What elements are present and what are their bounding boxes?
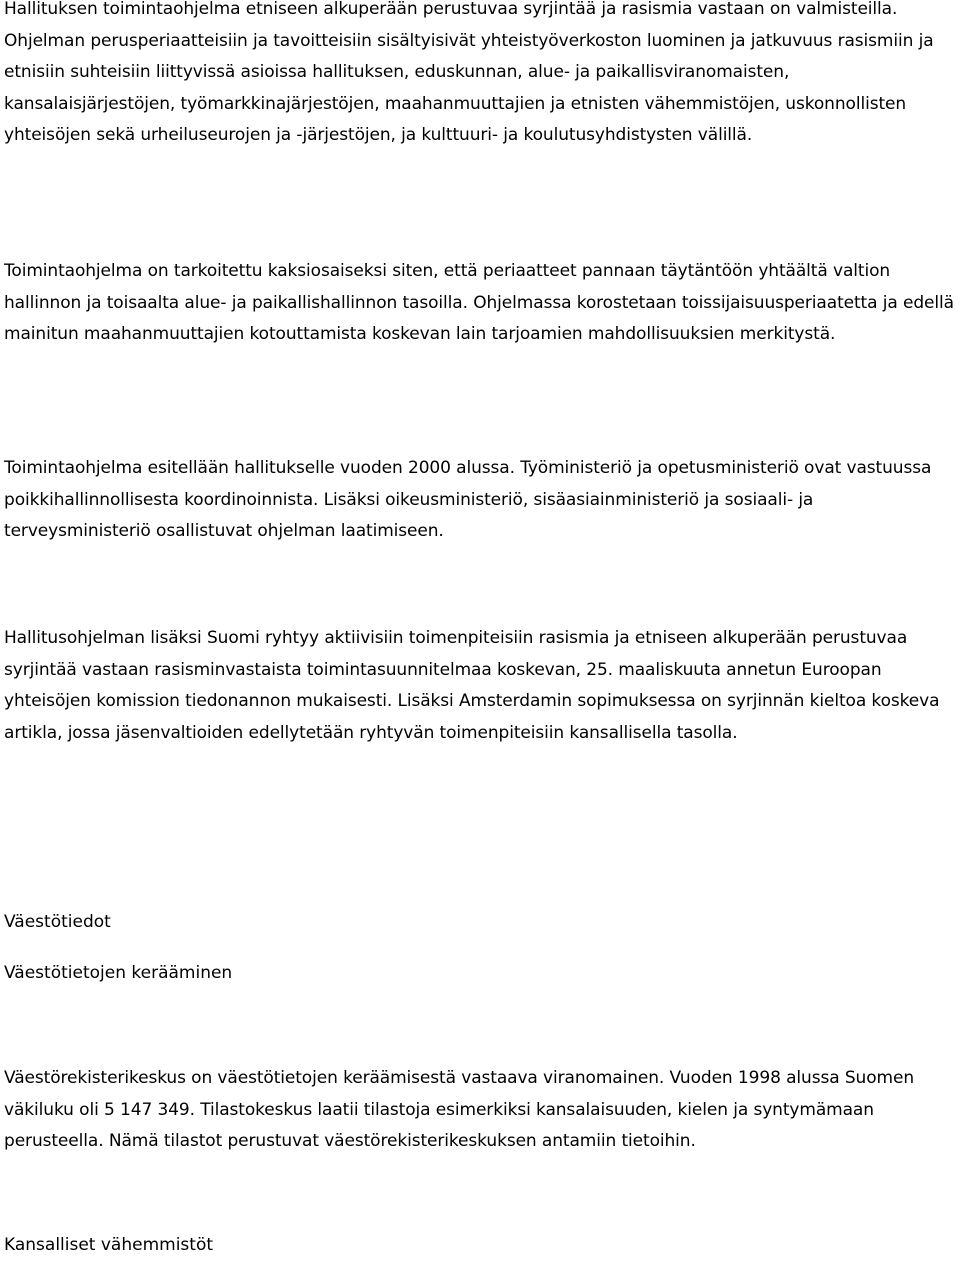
paragraph-programme-presentation: Toimintaohjelma esitellään hallitukselle vuoden 2000 alussa. Työministeriö ja opetusministeriö ovat vastuussa poikkihallinnollisesta koordinoinnista. Lisäksi oikeusministeriö, sisäasiainministeriö ja sosiaali- ja terveysministeriö osallistuvat ohjelman laatimiseen. bbox=[4, 458, 932, 541]
heading-population-data: Väestötiedot bbox=[4, 912, 111, 932]
heading-national-minorities: Kansalliset vähemmistöt bbox=[4, 1235, 214, 1255]
heading-population-data-collection: Väestötietojen kerääminen bbox=[4, 963, 233, 983]
paragraph-action-programme: Hallituksen toimintaohjelma etniseen alkuperään perustuvaa syrjintää ja rasismia vastaan on valmisteilla. Ohjelman perusperiaatteisiin ja tavoitteisiin sisältyisivät yhteistyöverkoston luominen ja jatkuvuus rasismiin ja etnisiin suhteisiin liittyvissä asioissa hallituksen, eduskunnan, alue- ja paikallisviranomaisten, kansalaisjärjestöjen, työmarkkinajärjestöjen, maahanmuuttajien ja etnisten vähemmistöjen, uskonnollisten yhteisöjen sekä urheiluseurojen ja -järjestöjen, ja kulttuuri- ja koulutusyhdistysten välillä. bbox=[4, 0, 934, 145]
paragraph-additional-measures: Hallitusohjelman lisäksi Suomi ryhtyy aktiivisiin toimenpiteisiin rasismia ja etniseen alkuperään perustuvaa syrjintää vastaan rasisminvastaista toimintasuunnitelmaa koskevan, 25. maaliskuuta annetun Euroopan yhteisöjen komission tiedonannon mukaisesti. Lisäksi Amsterdamin sopimuksessa on syrjinnän kieltoa koskeva artikla, jossa jäsenvaltioiden edellytetään ryhtyvän toimenpiteisiin kansallisella tasolla. bbox=[4, 628, 940, 743]
paragraph-population-register: Väestörekisterikeskus on väestötietojen keräämisestä vastaava viranomainen. Vuoden 1998 alussa Suomen väkiluku oli 5 147 349. Tilastokeskus laatii tilastoja esimerkiksi kansalaisuuden, kielen ja syntymämaan perusteella. Nämä tilastot perustuvat väestörekisterikeskuksen antamiin tietoihin. bbox=[4, 1068, 914, 1151]
paragraph-programme-structure: Toimintaohjelma on tarkoitettu kaksiosaiseksi siten, että periaatteet pannaan täytäntöön yhtäältä valtion hallinnon ja toisaalta alue- ja paikallishallinnon tasoilla. Ohjelmassa korostetaan toissijaisuusperiaatetta ja edellä mainitun maahanmuuttajien kotouttamista koskevan lain tarjoamien mahdollisuuksien merkitystä. bbox=[4, 261, 954, 344]
